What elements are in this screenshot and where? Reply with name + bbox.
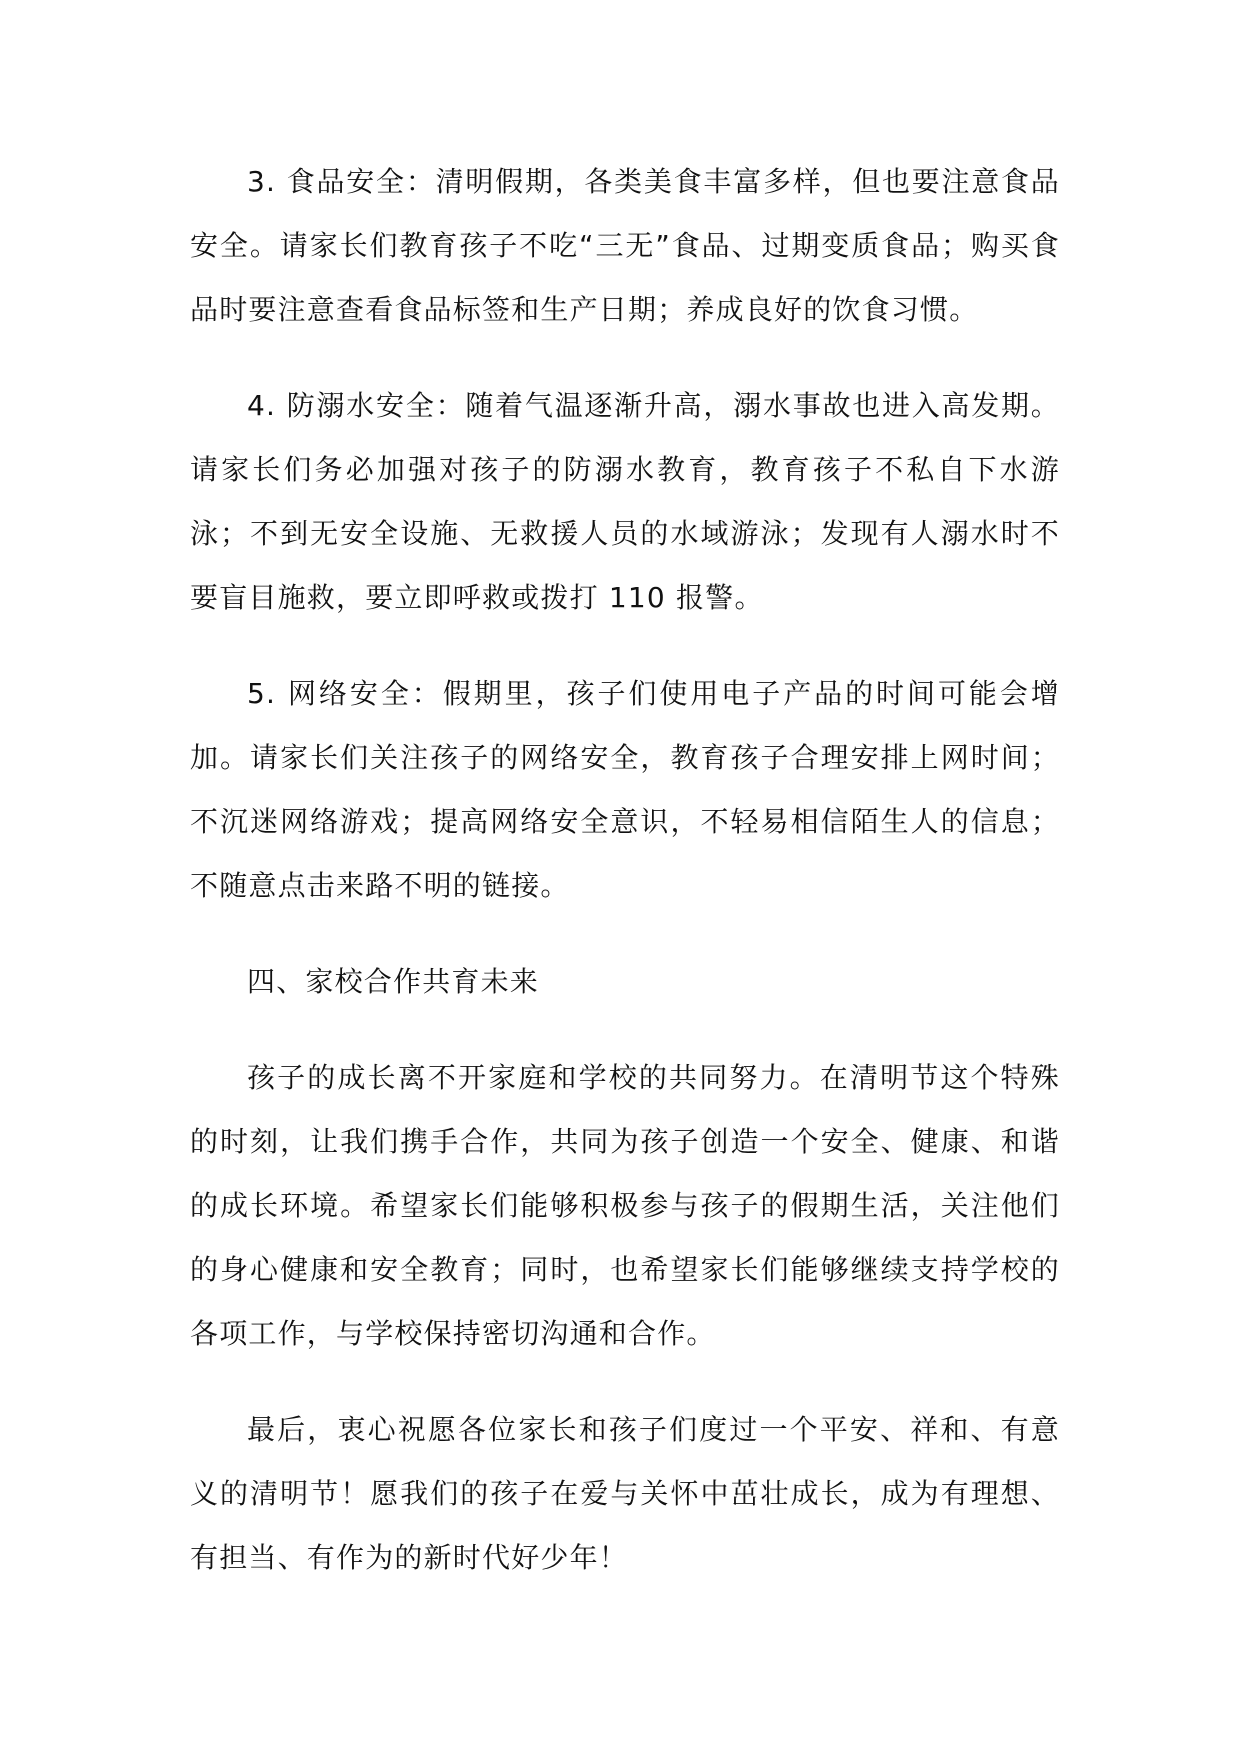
paragraph-drowning-safety: 4. 防溺水安全：随着气温逐渐升高，溺水事故也进入高发期。请家长们务必加强对孩子的防溺水教育，教育孩子不私自下水游泳；不到无安全设施、无救援人员的水域游泳；发现有人溺水时不要盲目施救，要立即呼救或拨打 110 报警。 (190, 389, 1060, 614)
document-body (190, 150, 1060, 1622)
section-heading: 四、家校合作共育未来 (247, 965, 540, 998)
paragraph-home-school: 孩子的成长离不开家庭和学校的共同努力。在清明节这个特殊的时刻，让我们携手合作，共同为孩子创造一个安全、健康、和谐的成长环境。希望家长们能够积极参与孩子的假期生活，关注他们的身心健康和安全教育；同时，也希望家长们能够继续支持学校的各项工作，与学校保持密切沟通和合作。 (190, 1061, 1060, 1350)
paragraph-food-safety: 3. 食品安全：清明假期，各类美食丰富多样，但也要注意食品安全。请家长们教育孩子不吃“三无”食品、过期变质食品；购买食品时要注意查看食品标签和生产日期；养成良好的饮食习惯。 (190, 165, 1060, 326)
paragraph-closing: 最后，衷心祝愿各位家长和孩子们度过一个平安、祥和、有意义的清明节！愿我们的孩子在爱与关怀中茁壮成长，成为有理想、有担当、有作为的新时代好少年！ (190, 1413, 1060, 1574)
paragraph-internet-safety: 5. 网络安全：假期里，孩子们使用电子产品的时间可能会增加。请家长们关注孩子的网络安全，教育孩子合理安排上网时间；不沉迷网络游戏；提高网络安全意识，不轻易相信陌生人的信息；不随意点击来路不明的链接。 (190, 677, 1060, 902)
